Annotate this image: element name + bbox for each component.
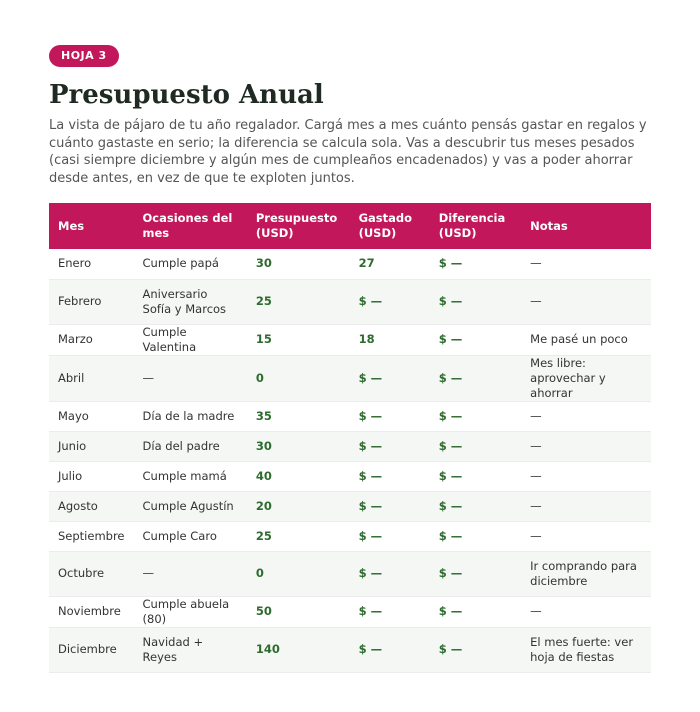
- cell-diferencia: $ —: [430, 491, 521, 521]
- cell-notas: —: [521, 461, 651, 491]
- table-row: [49, 431, 651, 461]
- cell-mes: Mayo: [49, 401, 134, 431]
- cell-presupuesto: 20: [247, 491, 350, 521]
- header-gastado: Gastado (USD): [358, 211, 412, 240]
- cell-mes: Febrero: [49, 279, 134, 324]
- cell-notas: —: [521, 249, 651, 279]
- header-mes: Mes: [58, 218, 85, 233]
- cell-notas: —: [521, 521, 651, 551]
- cell-notas: El mes fuerte: ver hoja de fiestas: [521, 627, 651, 672]
- cell-presupuesto: 25: [247, 279, 350, 324]
- page-description: La vista de pájaro de tu año regalador. Cargá mes a mes cuánto pensás gastar en regalos y cuánto gastaste en serio; la diferencia se calcula sola. Vas a descubrir tus meses pesados (casi siempre diciembre y algún mes de cumpleaños encadenados) y vas a poder ahorrar desde antes, en vez de que te exploten juntos.: [49, 118, 647, 186]
- header-diferencia: Diferencia (USD): [438, 211, 506, 240]
- cell-notas: —: [521, 279, 651, 324]
- cell-mes: Octubre: [49, 551, 134, 596]
- cell-notas: —: [521, 431, 651, 461]
- cell-diferencia: $ —: [430, 551, 521, 596]
- cell-presupuesto: 40: [247, 461, 350, 491]
- cell-notas: —: [521, 401, 651, 431]
- cell-ocasion: Cumple Agustín: [134, 491, 247, 521]
- budget-table: [49, 203, 651, 673]
- cell-gastado: $ —: [350, 627, 430, 672]
- cell-mes: Septiembre: [49, 521, 134, 551]
- cell-diferencia: $ —: [430, 596, 521, 627]
- cell-ocasion: Cumple abuela (80): [134, 596, 247, 627]
- cell-ocasion: Cumple Valentina: [134, 324, 247, 355]
- cell-gastado: $ —: [350, 596, 430, 627]
- cell-mes: Agosto: [49, 491, 134, 521]
- cell-gastado: $ —: [350, 279, 430, 324]
- cell-diferencia: $ —: [430, 324, 521, 355]
- cell-diferencia: $ —: [430, 431, 521, 461]
- cell-diferencia: $ —: [430, 279, 521, 324]
- cell-gastado: 18: [350, 324, 430, 355]
- cell-presupuesto: 0: [247, 551, 350, 596]
- cell-gastado: $ —: [350, 431, 430, 461]
- cell-diferencia: $ —: [430, 249, 521, 279]
- cell-presupuesto: 30: [247, 431, 350, 461]
- cell-diferencia: $ —: [430, 355, 521, 401]
- cell-ocasion: Día de la madre: [134, 401, 247, 431]
- cell-presupuesto: 35: [247, 401, 350, 431]
- cell-notas: Mes libre: aprovechar y ahorrar: [521, 355, 651, 401]
- cell-presupuesto: 0: [247, 355, 350, 401]
- cell-notas: —: [521, 491, 651, 521]
- table-row: [49, 461, 651, 491]
- cell-mes: Marzo: [49, 324, 134, 355]
- cell-presupuesto: 140: [247, 627, 350, 672]
- table-row: [49, 355, 651, 401]
- cell-gastado: $ —: [350, 461, 430, 491]
- header-ocasiones: Ocasiones del mes: [142, 211, 233, 240]
- table-row: [49, 401, 651, 431]
- cell-ocasion: Cumple mamá: [134, 461, 247, 491]
- cell-gastado: $ —: [350, 521, 430, 551]
- header-presupuesto: Presupuesto (USD): [255, 211, 338, 240]
- cell-ocasion: —: [134, 355, 247, 401]
- table-row: [49, 521, 651, 551]
- cell-presupuesto: 25: [247, 521, 350, 551]
- cell-ocasion: Cumple papá: [134, 249, 247, 279]
- cell-notas: —: [521, 596, 651, 627]
- cell-gastado: 27: [350, 249, 430, 279]
- cell-gastado: $ —: [350, 401, 430, 431]
- cell-notas: Me pasé un poco: [521, 324, 651, 355]
- cell-mes: Abril: [49, 355, 134, 401]
- table-row: [49, 551, 651, 596]
- cell-gastado: $ —: [350, 551, 430, 596]
- cell-ocasion: Navidad + Reyes: [134, 627, 247, 672]
- cell-ocasion: —: [134, 551, 247, 596]
- budget-sheet: [49, 44, 651, 673]
- page-title: Presupuesto Anual: [49, 80, 324, 110]
- cell-mes: Enero: [49, 249, 134, 279]
- cell-ocasion: Aniversario Sofía y Marcos: [134, 279, 247, 324]
- table-row: [49, 596, 651, 627]
- header-notas: Notas: [530, 218, 568, 233]
- cell-presupuesto: 15: [247, 324, 350, 355]
- cell-gastado: $ —: [350, 491, 430, 521]
- table-row: [49, 249, 651, 279]
- cell-ocasion: Día del padre: [134, 431, 247, 461]
- table-row: [49, 627, 651, 672]
- table-header-row: [49, 203, 651, 249]
- cell-mes: Julio: [49, 461, 134, 491]
- table-row: [49, 279, 651, 324]
- cell-notas: Ir comprando para diciembre: [521, 551, 651, 596]
- cell-gastado: $ —: [350, 355, 430, 401]
- cell-diferencia: $ —: [430, 461, 521, 491]
- table-row: [49, 324, 651, 355]
- cell-mes: Junio: [49, 431, 134, 461]
- cell-mes: Diciembre: [49, 627, 134, 672]
- cell-ocasion: Cumple Caro: [134, 521, 247, 551]
- cell-diferencia: $ —: [430, 627, 521, 672]
- cell-mes: Noviembre: [49, 596, 134, 627]
- cell-diferencia: $ —: [430, 521, 521, 551]
- cell-diferencia: $ —: [430, 401, 521, 431]
- sheet-badge: HOJA 3: [49, 45, 119, 67]
- table-row: [49, 491, 651, 521]
- cell-presupuesto: 30: [247, 249, 350, 279]
- cell-presupuesto: 50: [247, 596, 350, 627]
